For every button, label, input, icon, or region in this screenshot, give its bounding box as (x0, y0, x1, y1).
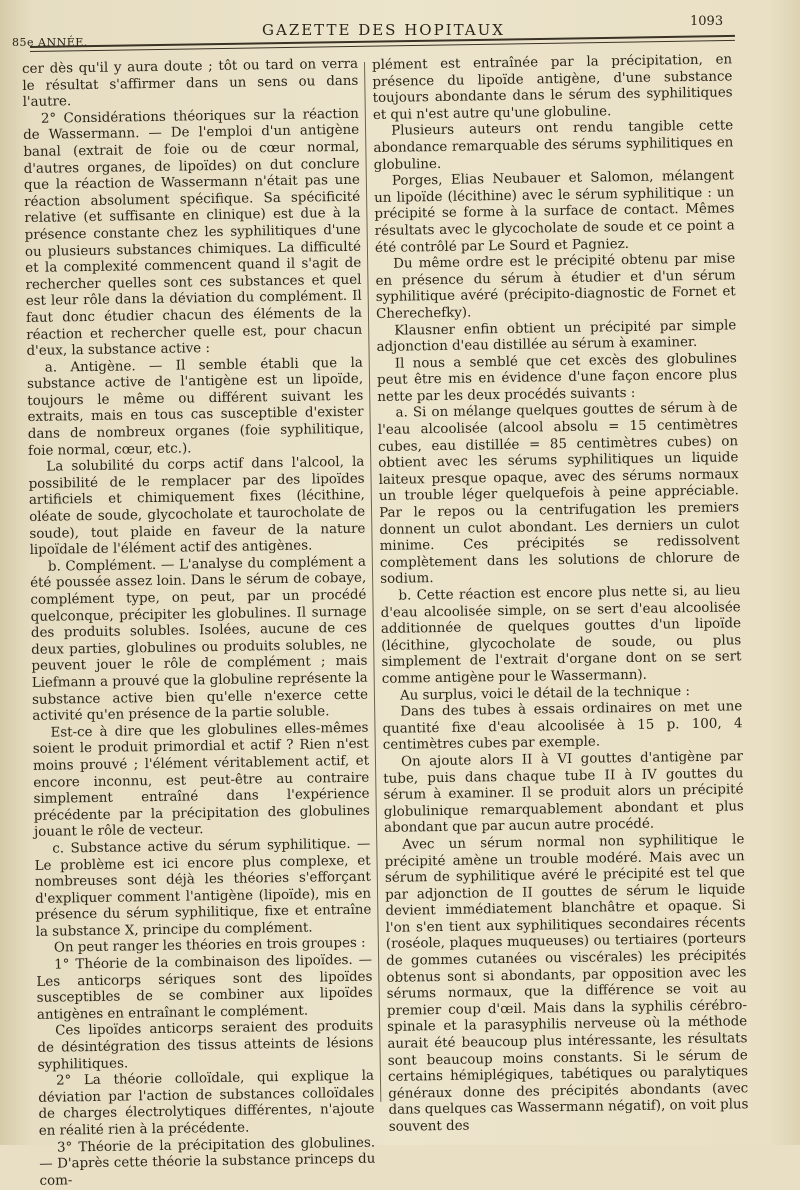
page-number: 1093 (690, 14, 724, 29)
paragraph: Ces lipoïdes anticorps seraient des produits de désintégration des tissus atteints de lésions syphilitiques. (37, 1019, 374, 1073)
paragraph: La solubilité du corps actif dans l'alcool, la possibilité de le remplacer par des lipoïdes artificiels et chimiquement fixes (lécithine, oléate de soude, glycocholate et taurocholate de soude), tout plaide en faveur de la nature lipoïdale de l'élément actif des antigènes. (28, 454, 366, 559)
paragraph: a. Antigène. — Il semble établi que la substance active de l'antigène est un lipoïde, toujours le même ou différent suivant les extraits, mais en tous cas susceptible d'exister dans de nombreux organes (foie syphilitique, foie normal, cœur, etc.). (26, 355, 364, 459)
paragraph: plément est entraînée par la précipitation, en présence du lipoïde antigène, d'une substance toujours abondante dans le sérum des syphilitiques et qui n'est autre qu'une globuline. (372, 52, 733, 123)
paragraph: On peut ranger les théories en trois groupes : (53, 936, 366, 957)
paragraph: On ajoute alors II à VI gouttes d'antigène par tube, puis dans chaque tube II à IV gouttes du sérum à examiner. Il se produit alors un précipité globulinique remarquablement abondant et plus abondant que par aucun autre procédé. (383, 749, 744, 837)
paragraph: Klausner enfin obtient un précipité par simple adjonction d'eau distillée au sérum à examiner. (376, 317, 737, 356)
paragraph: Avec un sérum normal non syphilitique le précipité amène un trouble modéré. Mais avec un sérum de syphilitique avéré le précipité est tel que par adjonction de II gouttes de sérum le liquide devient immédiatement blanchâtre et opaque. Si l'on s'en tient aux syphilitiques secondaires récents (roséole, plaques muqueuses) ou tertiaires (porteurs de gommes cutanées ou viscérales) les précipités obtenus sont si abondants, par opposition avec les sérums normaux, que la différence se voit au premier coup d'œil. Mais dans la syphilis cérébro-spinale et la parasyphilis nerveuse où la méthode aurait été beaucoup plus intéressante, les résultats sont beaucoup moins constants. Si le sérum de certains hémiplégiques, tabétiques ou paralytiques généraux donne des précipités abondants (avec dans quelques cas Wassermann négatif), on voit plus souvent des (384, 832, 749, 1135)
paragraph: Est-ce à dire que les globulines elles-mêmes soient le produit primordial et actif ? Rien n'est moins prouvé ; l'élément véritablement actif, et encore inconnu, est peut-être au contraire simplement entraîné dans l'expérience précédente par la précipitation des globulines jouant le rôle de vecteur. (32, 720, 370, 841)
paragraph: Porges, Elias Neubauer et Salomon, mélangent un lipoïde (lécithine) avec le sérum syphilitique : un précipité se forme à la surface de contact. Mêmes résultats avec le glycocholate de soude et ce point a été contrôlé par Le Sourd et Pagniez. (374, 168, 735, 256)
paragraph: cer dès qu'il y aura doute ; tôt ou tard on verra le résultat s'affirmer dans un sens ou dans l'autre. (22, 56, 359, 111)
left-column (22, 57, 376, 1190)
paragraph: b. Cette réaction est encore plus nette si, au lieu d'eau alcoolisée simple, on se sert d'eau alcoolisée additionnée de quelques gouttes d'un lipoïde (lécithine, glycocholate de soude, ou plus simplement de l'extrait d'organe dont on se sert comme antigène pour le Wassermann). (380, 583, 742, 687)
right-column (372, 52, 749, 1136)
paragraph: 1° Théorie de la combinaison des lipoïdes. — Les anticorps sériques sont des lipoïdes susceptibles de se combiner aux lipoïdes antigènes en entraînant le complément. (36, 952, 373, 1023)
paragraph: c. Substance active du sérum syphilitique. — Le problème est ici encore plus complexe, et nombreuses sont déjà les théories s'efforçant d'expliquer comment l'antigène (lipoïde), mis en présence du sérum syphilitique, fixe et entraîne la substance X, principe du complément. (34, 836, 372, 940)
paragraph: 2° Considérations théoriques sur la réaction de Wassermann. — De l'emploi d'un antigène banal (extrait de foie ou de cœur normal, d'autres organes, de lipoïdes) on dut conclure que la réaction de Wassermann n'était pas une réaction absolument spécifique. Sa spécificité relative (et suffisante en clinique) est due à la présence constante chez les syphilitiques d'une ou plusieurs substances chimiques. La difficulté et la complexité commencent quand il s'agit de rechercher quelles sont ces substances et quel est leur rôle dans la déviation du complément. Il faut donc étudier chacun des éléments de la réaction et rechercher quelle est, pour chacun d'eux, la substance active : (23, 106, 363, 360)
paragraph: Au surplus, voici le détail de la technique : (399, 683, 691, 704)
volume-label: 85e ANNÉE. (12, 36, 88, 49)
paragraph: Dans des tubes à essais ordinaires on met une quantité fixe d'eau alcoolisée à 15 p. 100, 4 centimètres cubes par exemple. (382, 699, 743, 754)
journal-title: GAZETTE DES HOPITAUX (262, 21, 505, 39)
paragraph: 2° La théorie colloïdale, qui explique la déviation par l'action de substances colloïdales de charges électrolytiques différentes, n'ajoute en réalité rien à la précédente. (38, 1068, 375, 1139)
page-header (0, 0, 800, 60)
paragraph: 3° Théorie de la précipitation des globulines. — D'après cette théorie la substance princeps du com- (39, 1135, 376, 1189)
paragraph: Plusieurs auteurs ont rendu tangible cette abondance remarquable des sérums syphilitiques en globuline. (373, 118, 734, 173)
paragraph: a. Si on mélange quelques gouttes de sérum à de l'eau alcoolisée (alcool absolu = 15 centimètres cubes, eau distillée = 85 centimètres cubes) on obtient avec les sérums syphilitiques un liquide laiteux presque opaque, avec des sérums normaux un trouble léger quelquefois à peine appréciable. Par le repos ou la centrifugation les premiers donnent un culot abondant. Les derniers un culot minime. Ces précipités se redissolvent complètement dans les solutions de chlorure de sodium. (377, 400, 741, 588)
paragraph: b. Complément. — L'analyse du complément a été poussée assez loin. Dans le sérum de cobaye, complément type, on peut, par un procédé quelconque, précipiter les globulines. Il surnage des produits solubles. Isolées, aucune de ces deux parties, globulines ou produits solubles, ne peuvent jouer le rôle de complément ; mais Liefmann a prouvé que la globuline représente la substance active bien qu'elle n'exerce cette activité qu'en présence de la partie soluble. (30, 554, 369, 725)
paragraph: Il nous a semblé que cet excès des globulines peut être mis en évidence d'une façon encore plus nette par les deux procédés suivants : (376, 350, 738, 405)
paragraph: Du même ordre est le précipité obtenu par mise en présence du sérum à étudier et d'un sérum syphilitique avéré (précipito-diagnostic de Fornet et Cherechefky). (375, 251, 736, 322)
